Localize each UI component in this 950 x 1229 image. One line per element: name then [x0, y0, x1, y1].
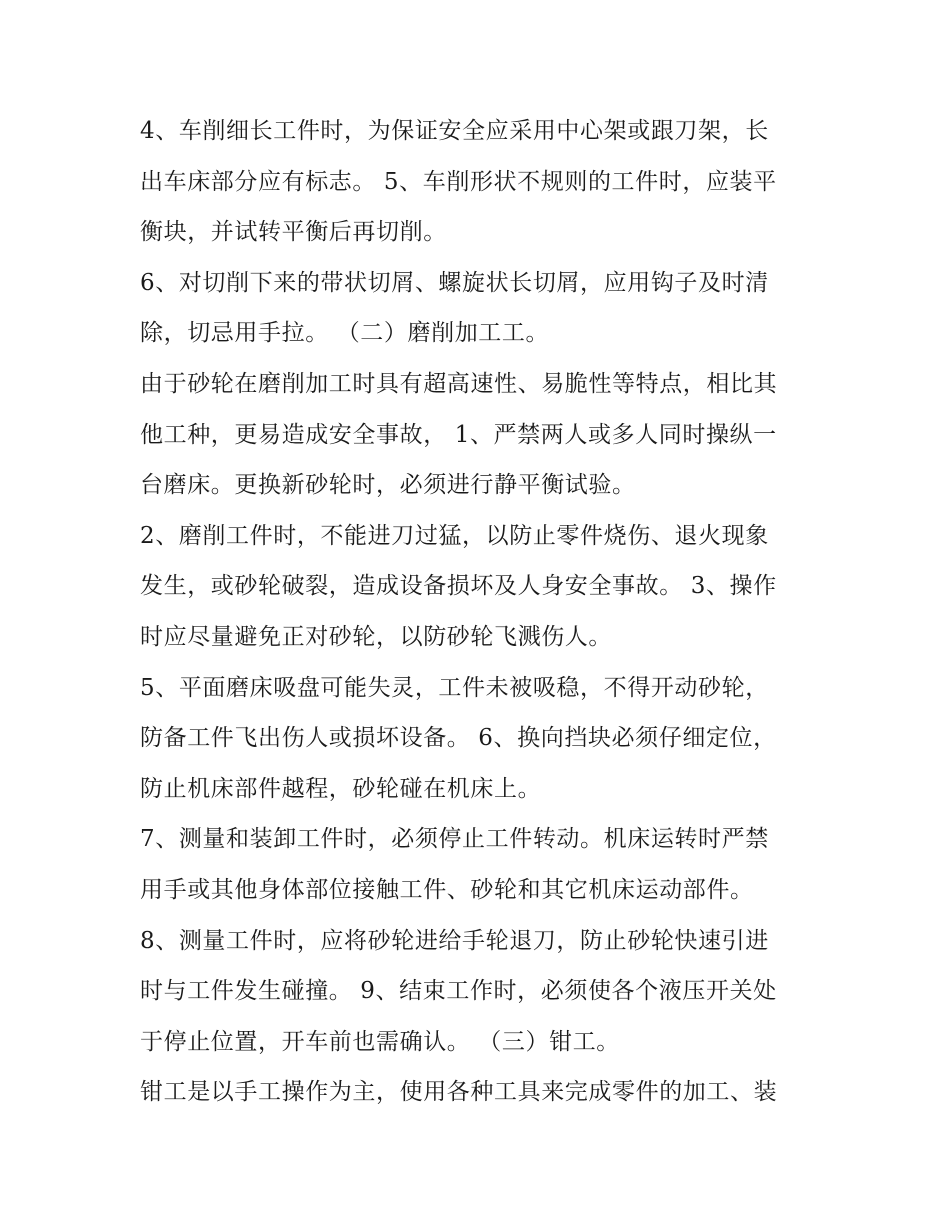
text-line: 钳工是以手工操作为主，使用各种工具来完成零件的加工、装: [140, 1079, 778, 1106]
text-line: 除，切忌用手拉。 （二）磨削加工工。: [140, 320, 550, 347]
text-line: 出车床部分应有标志。 5、车削形状不规则的工件时，应装平: [140, 168, 777, 195]
text-line: 5、平面磨床吸盘可能失灵，工件未被吸稳，不得开动砂轮，: [140, 674, 769, 701]
text-line: 8、测量工件时，应将砂轮进给手轮退刀，防止砂轮快速引进: [140, 927, 769, 954]
text-line: 由于砂轮在磨削加工时具有超高速性、易脆性等特点，相比其: [140, 370, 778, 397]
text-line: 时应尽量避免正对砂轮，以防砂轮飞溅伤人。: [140, 623, 612, 650]
text-line: 6、对切削下来的带状切屑、螺旋状长切屑，应用钩子及时清: [140, 269, 769, 296]
text-line: 他工种，更易造成安全事故， 1、严禁两人或多人同时操纵一: [140, 421, 777, 448]
text-line: 防备工件飞出伤人或损坏设备。 6、换向挡块必须仔细定位，: [140, 725, 777, 752]
text-line: 发生，或砂轮破裂，造成设备损坏及人身安全事故。 3、操作: [140, 573, 777, 600]
text-line: 2、磨削工件时，不能进刀过猛，以防止零件烧伤、退火现象: [140, 522, 769, 549]
text-line: 4、车削细长工件时，为保证安全应采用中心架或跟刀架，长: [140, 118, 769, 144]
body-text: [140, 106, 830, 1118]
text-line: 时与工件发生碰撞。 9、结束工作时，必须使各个液压开关处: [140, 978, 777, 1005]
text-line: 于停止位置，开车前也需确认。 （三）钳工。: [140, 1028, 620, 1055]
text-line: 衡块，并试转平衡后再切削。: [140, 219, 447, 246]
text-line: 用手或其他身体部位接触工件、砂轮和其它机床运动部件。: [140, 876, 754, 903]
text-line: 台磨床。更换新砂轮时，必须进行静平衡试验。: [140, 472, 636, 499]
text-line: 7、测量和装卸工件时，必须停止工件转动。机床运转时严禁: [140, 826, 769, 853]
text-line: 防止机床部件越程，砂轮碰在机床上。: [140, 775, 542, 802]
